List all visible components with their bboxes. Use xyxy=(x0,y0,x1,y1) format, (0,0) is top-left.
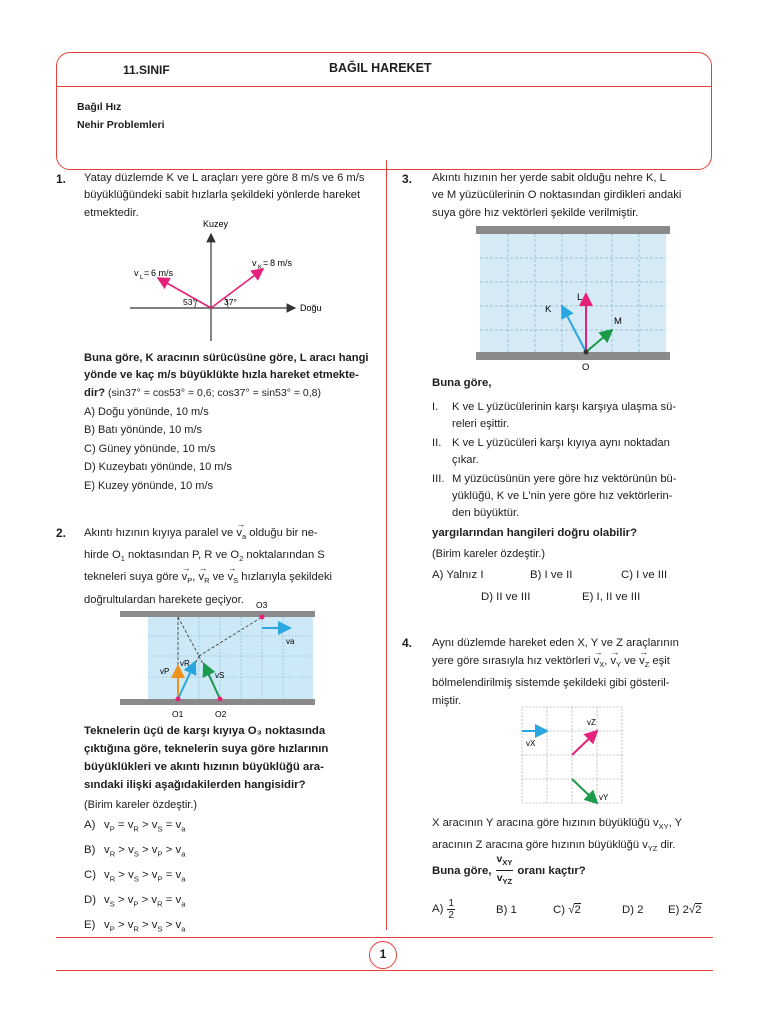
q3-item-num: I. xyxy=(432,401,439,413)
q4-line: bölmelendirilmiş sistemde şekildeki gibi gösteril- xyxy=(432,677,670,690)
vl-letter: v xyxy=(134,268,139,278)
vy-sub: Y xyxy=(616,660,622,670)
east-label: Doğu xyxy=(300,303,322,313)
vl-label: 6 m/s xyxy=(151,268,174,278)
q3-figure xyxy=(476,222,670,372)
vs-label: vS xyxy=(215,671,225,680)
q3-line: Akıntı hızının her yerde sabit olduğu nehre K, L xyxy=(432,172,666,184)
q2-number: 2. xyxy=(56,526,67,540)
q4-figure xyxy=(518,705,626,805)
q4-option-c[interactable]: C) √2 xyxy=(553,904,581,916)
q4-opt-letter: E) 2 xyxy=(668,904,689,916)
q4-option-d[interactable]: D) 2 xyxy=(622,904,644,916)
page-number: 1 xyxy=(369,941,397,969)
q3-item-num: II. xyxy=(432,436,442,449)
q2-q-line: büyüklükleri ve akıntı hızının büyüklüğü ara- xyxy=(84,761,324,773)
q4-number: 4. xyxy=(402,636,413,650)
q3-item-line: releri eşittir. xyxy=(452,418,510,431)
q1-trig-note: (sin37° = cos53° = 0,6; cos37° = sin53° = 0,8) xyxy=(105,386,321,399)
angle-53: 53° xyxy=(183,297,196,307)
q3-option-d[interactable]: D) II ve III xyxy=(481,591,531,603)
q3-item-line: den büyüktür. xyxy=(452,507,520,520)
q1-option-e[interactable]: E) Kuzey yönünde, 10 m/s xyxy=(84,479,214,492)
q1-line: etmektedir. xyxy=(84,206,139,219)
ratio-num: XY xyxy=(502,858,513,868)
q2-q-line: çıktığına göre, teknelerin suya göre hızlarının xyxy=(84,743,329,755)
q4-p-line: , Y xyxy=(668,817,683,829)
q3-item-num: III. xyxy=(432,472,445,485)
vk-eq: = xyxy=(263,258,269,268)
q2-option-a[interactable]: A) $v_P = v_R > v_S = v_a$ xyxy=(84,819,186,834)
vx-label: vX xyxy=(526,739,536,748)
q2-q-line: sındaki ilişki aşağıdakilerden hangisidir? xyxy=(84,779,306,791)
q2-options xyxy=(84,815,185,939)
q3-line: ve M yüzücülerinin O noktasından girdikleri andaki xyxy=(432,189,682,202)
q2-figure xyxy=(120,598,315,723)
q4-option-a[interactable] xyxy=(432,898,455,921)
q1-number: 1. xyxy=(56,172,67,186)
q3-item-line: K ve L yüzücülerinin karşı karşıya ulaşma sü- xyxy=(452,401,677,413)
q3-question: yargılarından hangileri doğru olabilir? xyxy=(432,527,638,539)
q1-q-line: yönde ve kaç m/s büyüklükte hızla hareket etmekte- xyxy=(84,369,359,382)
o-label: O xyxy=(582,362,590,372)
o2-label: O2 xyxy=(215,709,227,719)
o3-label: O3 xyxy=(256,600,268,610)
l-label: L xyxy=(577,292,583,303)
q3-option-c[interactable]: C) I ve III xyxy=(621,569,668,581)
q3-items xyxy=(432,399,714,523)
q1-option-c[interactable]: C) Güney yönünde, 10 m/s xyxy=(84,442,216,455)
q3-option-e[interactable]: E) I, II ve III xyxy=(582,591,641,603)
half-fraction xyxy=(447,898,455,921)
grade-label: 11.SINIF xyxy=(123,63,170,77)
header-divider xyxy=(57,86,711,87)
q3-number: 3. xyxy=(402,172,413,186)
topic-2: Nehir Problemleri xyxy=(77,119,165,131)
q4-line: eşit xyxy=(649,655,670,667)
q1-q-line: Buna göre, K aracının sürücüsüne göre, L aracı hangi xyxy=(84,352,369,364)
q1-question xyxy=(84,350,374,402)
vx-sub: X xyxy=(599,660,605,670)
ratio-fraction: $\frac{v_{XY}}{v_{YZ}}$ xyxy=(496,853,513,887)
q2-text: Akıntı hızının kıyıya paralel ve → $v_a$ olduğu bir ne- hirde $O_1$ noktasından P, R ve $O_2$ noktalarından S tekneleri suya göre → $v_P$, → $v_R$ ve → $v_S$ hızlarıyla şekildeki doğrultulardan harekete geçiyor. xyxy=(84,524,376,609)
q3-option-a[interactable]: A) Yalnız I xyxy=(432,569,484,581)
q4-text: Aynı düzlemde hareket eden X, Y ve Z araçlarının yere göre sırasıyla hız vektörleri → $v_X$, → $v_Y$ ve → $v_Z$ eşit bölmelendirilmiş sistemde şekildeki gibi gösteril- miştir. xyxy=(432,634,717,710)
q2-option-d[interactable]: D) $v_S > v_P > v_R = v_a$ xyxy=(84,893,186,908)
q1-options xyxy=(84,403,232,495)
q1-option-a[interactable]: A) Doğu yönünde, 10 m/s xyxy=(84,406,209,418)
q3-line: suya göre hız vektörleri şekilde verilmiştir. xyxy=(432,206,639,219)
vk-vector xyxy=(211,269,263,308)
q3-item-line: K ve L yüzücüleri karşı kıyıya aynı noktadan xyxy=(452,436,670,449)
q4-p-line: aracının Z aracına göre hızının büyüklüğü v xyxy=(432,839,648,852)
vk-label: 8 m/s xyxy=(270,258,293,268)
q4-line: miştir. xyxy=(432,695,462,708)
q4-line: Aynı düzlemde hareket eden X, Y ve Z araçlarının xyxy=(432,637,679,649)
q4-opt-letter: A) xyxy=(432,903,444,915)
sqrt-value: 2 xyxy=(574,904,581,916)
q3-lead: Buna göre, xyxy=(432,377,492,389)
vl-sub: L xyxy=(140,275,144,281)
q3-text xyxy=(432,170,714,222)
footer-line-top xyxy=(56,937,713,938)
vyz-sub: YZ xyxy=(647,844,658,854)
angle-37: 37° xyxy=(224,297,237,307)
q1-option-d[interactable]: D) Kuzeybatı yönünde, 10 m/s xyxy=(84,461,232,474)
q3-item-line: M yüzücüsünün yere göre hız vektörünün bü- xyxy=(452,472,677,485)
q2-question xyxy=(84,722,376,794)
half-num: 1 xyxy=(448,898,454,909)
q2-option-e[interactable]: E) $v_P > v_R > v_S > v_a$ xyxy=(84,918,186,933)
q3-item-line: çıkar. xyxy=(452,454,479,467)
topic-1: Bağıl Hız xyxy=(77,101,122,113)
q1-line: Yatay düzlemde K ve L araçları yere göre 8 m/s ve 6 m/s xyxy=(84,172,365,184)
k-label: K xyxy=(545,304,552,315)
q3-option-b[interactable]: B) I ve II xyxy=(530,569,573,581)
o1-label: O1 xyxy=(172,709,184,719)
q4-q-lead: Buna göre, xyxy=(432,864,492,877)
q4-question xyxy=(432,852,586,889)
q4-p-line: X aracının Y aracına göre hızının büyüklüğü v xyxy=(432,817,659,829)
vk-letter: v xyxy=(252,258,257,268)
vk-sub: K xyxy=(258,265,263,271)
vp-label: vP xyxy=(160,667,170,676)
q3-item-line: yüklüğü, K ve L'nin yere göre hız vektörlerin- xyxy=(452,490,673,503)
sqrt-value: 2 xyxy=(695,904,702,916)
q1-figure xyxy=(120,214,340,344)
page-title: BAĞIL HAREKET xyxy=(329,61,432,75)
q4-line: yere göre sırasıyla hız vektörleri xyxy=(432,655,594,667)
q1-option-b[interactable]: B) Batı yönünde, 10 m/s xyxy=(84,424,203,437)
footer-line-bottom xyxy=(56,970,713,971)
vl-eq: = xyxy=(144,268,150,278)
vxy-sub: XY xyxy=(658,822,669,832)
half-den: 2 xyxy=(448,910,454,921)
q3-note: (Birim kareler özdeştir.) xyxy=(432,548,546,560)
q2-q-line: Teknelerin üçü de karşı kıyıya O₃ noktasında xyxy=(84,725,326,737)
q4-q-tail: oranı kaçtır? xyxy=(517,864,586,877)
vz-sub: Z xyxy=(644,660,650,670)
q4-opt-letter: C) xyxy=(553,904,566,916)
q4-option-b[interactable]: B) 1 xyxy=(496,904,517,916)
q1-q-line: dir? xyxy=(84,386,106,399)
header-box xyxy=(56,52,712,170)
q1-line: büyüklüğündeki sabit hızlarla şekildeki yönlerde hareket xyxy=(84,189,361,202)
column-divider xyxy=(386,160,387,930)
q2-option-b[interactable]: B) $v_R > v_S > v_P > v_a$ xyxy=(84,843,186,859)
q4-option-e[interactable]: E) 2√2 xyxy=(668,904,702,916)
q4-p-line: dir. xyxy=(657,839,676,852)
vy-label: vY xyxy=(599,793,609,802)
vz-label: vZ xyxy=(587,718,596,727)
q2-option-c[interactable]: C) $v_R > v_S > v_P = v_a$ xyxy=(84,868,186,884)
ratio-den: YZ xyxy=(502,877,513,887)
vr-label: vR xyxy=(180,659,190,668)
va-label: va xyxy=(286,637,295,646)
north-label: Kuzey xyxy=(203,219,229,229)
q2-note: (Birim kareler özdeştir.) xyxy=(84,799,198,811)
m-label: M xyxy=(614,316,622,327)
